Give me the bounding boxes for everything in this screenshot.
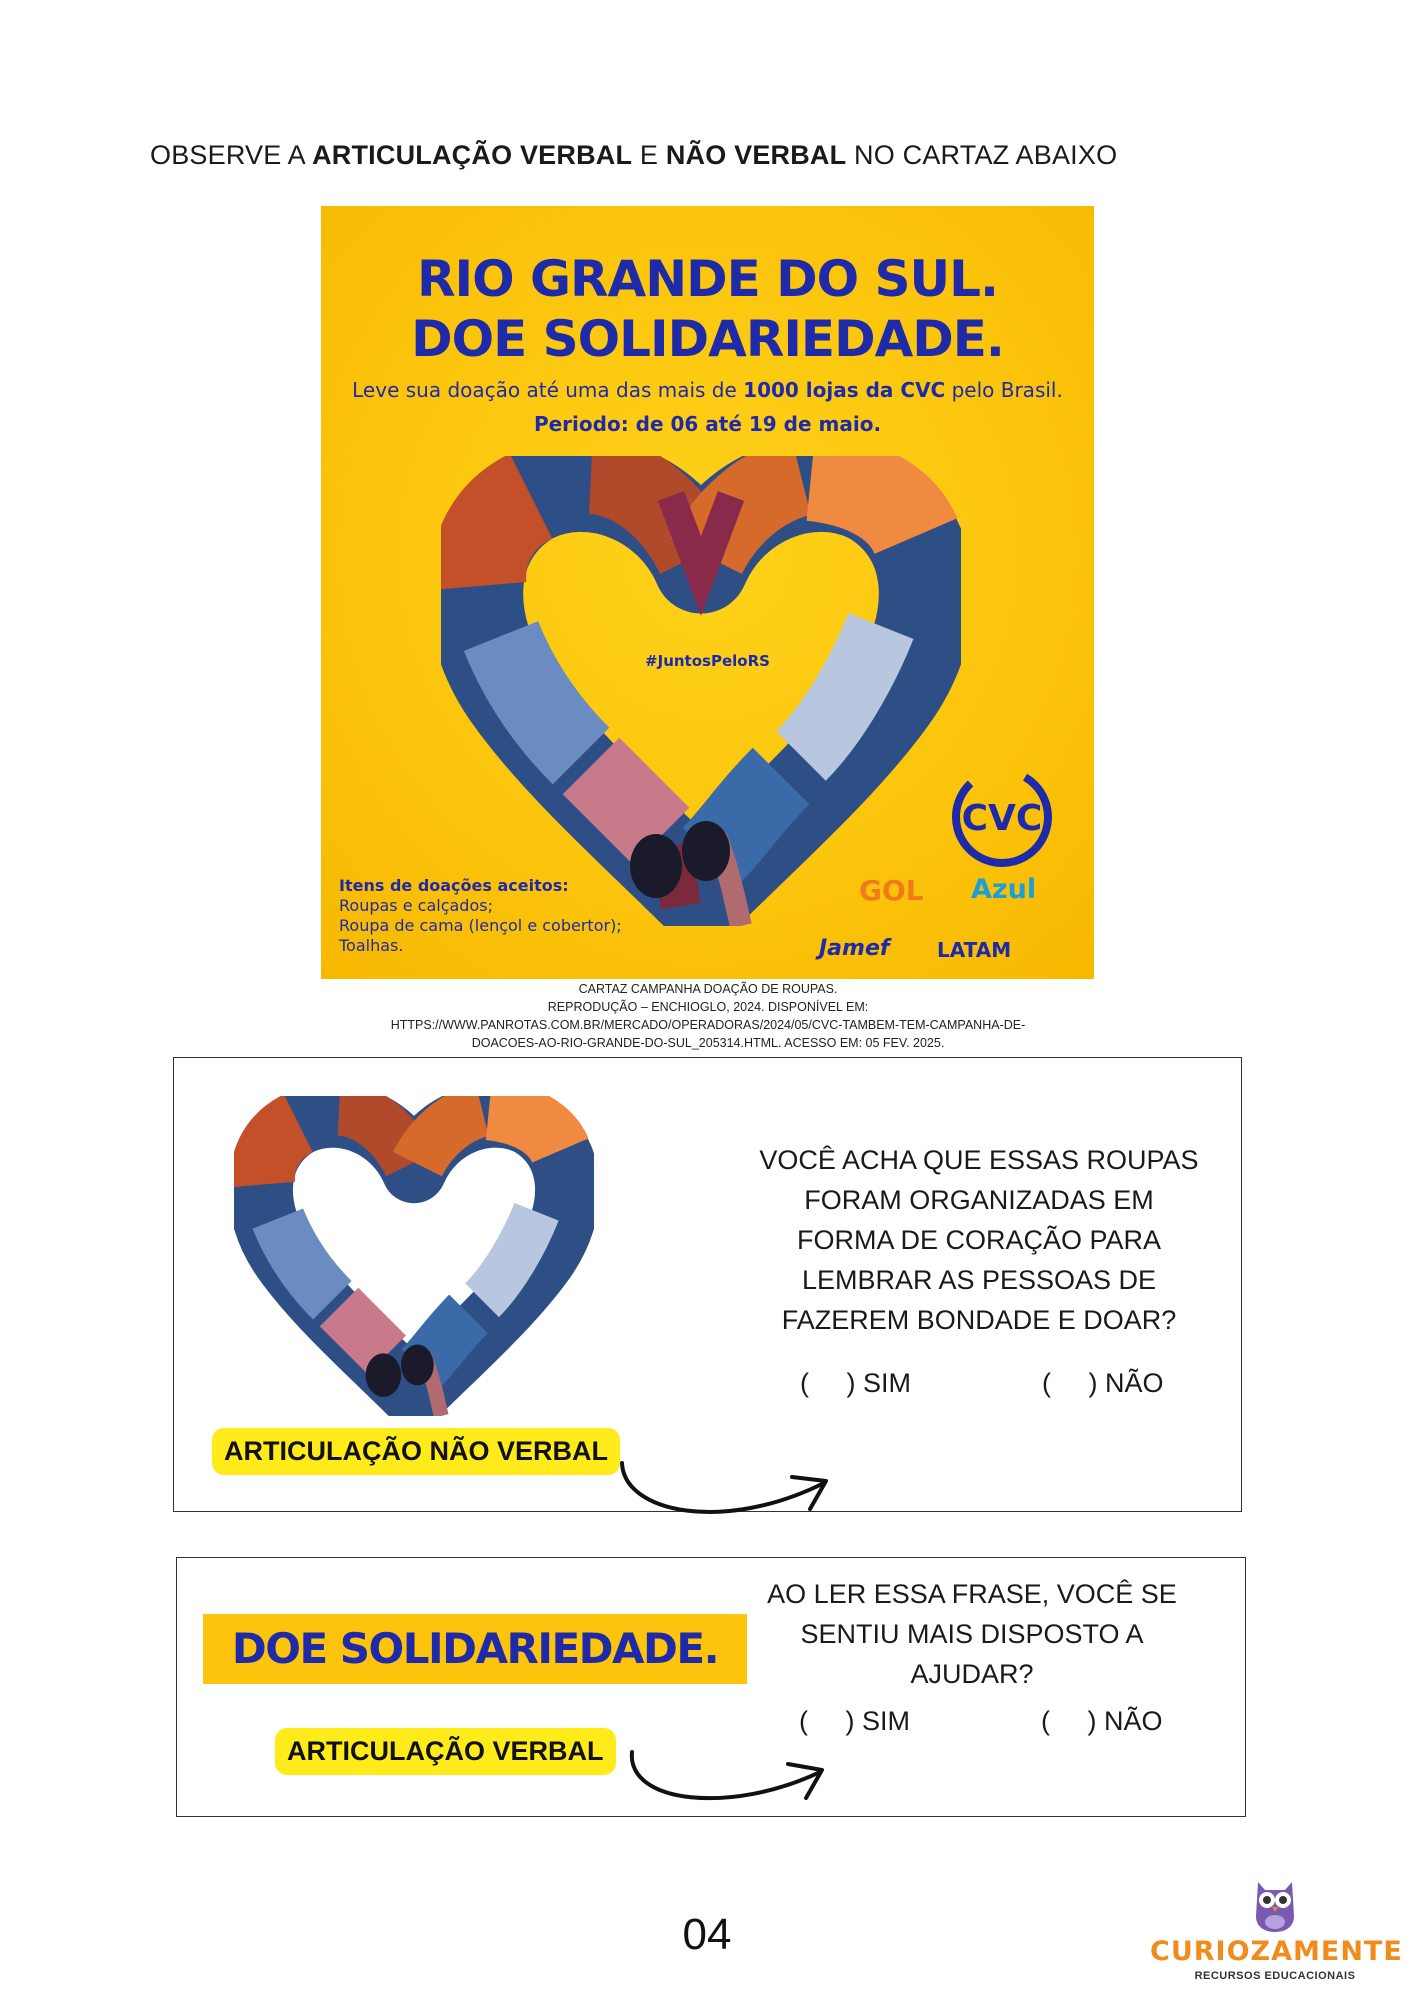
jamef-logo: Jamef — [819, 936, 890, 961]
gol-logo: GOL — [859, 874, 924, 907]
instruction-bold-nonverbal: NÃO VERBAL — [665, 140, 847, 170]
campaign-poster — [321, 206, 1094, 979]
instruction-part: NO CARTAZ ABAIXO — [846, 140, 1118, 170]
doe-solidariedade-strip: DOE SOLIDARIEDADE. — [203, 1614, 747, 1684]
arrow-icon — [614, 1453, 844, 1528]
cvc-logo-text: CVC — [961, 798, 1043, 839]
caption-line: REPRODUÇÃO – ENCHIOGLO, 2024. DISPONÍVEL EM: — [547, 1000, 869, 1014]
owl-icon — [1250, 1876, 1300, 1934]
verbal-tag: ARTICULAÇÃO VERBAL — [275, 1728, 616, 1775]
poster-caption — [320, 980, 1096, 1052]
poster-title-line1: RIO GRANDE DO SUL. — [416, 250, 999, 308]
question-line: LEMBRAR AS PESSOAS DE — [801, 1265, 1157, 1295]
nonverbal-question-box — [173, 1057, 1242, 1512]
poster-info-part: pelo Brasil. — [945, 378, 1063, 402]
logo-subtitle: RECURSOS EDUCACIONAIS — [1194, 1970, 1356, 1982]
caption-line: HTTPS://WWW.PANROTAS.COM.BR/MERCADO/OPERADORAS/2024/05/CVC-TAMBEM-TEM-CAMPANHA-DE- — [390, 1018, 1026, 1032]
option-no-checkbox[interactable]: ( ) NÃO — [1042, 1368, 1164, 1398]
clothes-heart-thumbnail — [234, 1096, 594, 1416]
latam-logo: LATAM — [937, 938, 1012, 962]
arrow-icon — [622, 1744, 837, 1812]
question-line: VOCÊ ACHA QUE ESSAS ROUPAS — [759, 1145, 1199, 1175]
poster-info — [321, 378, 1094, 402]
caption-line: CARTAZ CAMPANHA DOAÇÃO DE ROUPAS. — [578, 982, 838, 996]
question-line: AJUDAR? — [910, 1659, 1034, 1689]
question-line: AO LER ESSA FRASE, VOCÊ SE — [767, 1579, 1177, 1609]
question-line: FORMA DE CORAÇÃO PARA — [796, 1225, 1162, 1255]
verbal-question-box — [176, 1557, 1246, 1817]
caption-line: DOACOES-AO-RIO-GRANDE-DO-SUL_205314.HTML. ACESSO EM: 05 FEV. 2025. — [471, 1036, 945, 1050]
accepted-item: Roupas e calçados; — [339, 896, 493, 915]
verbal-question — [757, 1574, 1187, 1694]
poster-period: Periodo: de 06 até 19 de maio. — [533, 412, 882, 436]
instruction-part: E — [632, 140, 666, 170]
question-line: FORAM ORGANIZADAS EM — [804, 1185, 1154, 1215]
accepted-item: Roupa de cama (lençol e cobertor); — [339, 916, 622, 935]
poster-info-part: Leve sua doação até uma das mais de — [352, 378, 744, 402]
accepted-items — [339, 876, 622, 956]
instruction-bold-verbal: ARTICULAÇÃO VERBAL — [312, 140, 633, 170]
option-yes-checkbox[interactable]: ( ) SIM — [800, 1368, 911, 1398]
option-no-checkbox[interactable]: ( ) NÃO — [1041, 1706, 1163, 1736]
logo-name: CURIOZAMENTE — [1150, 1936, 1403, 1967]
azul-logo: Azul — [971, 874, 1037, 905]
accepted-item: Toalhas. — [339, 936, 404, 955]
poster-hashtag: #JuntosPeloRS — [645, 652, 770, 670]
nonverbal-tag: ARTICULAÇÃO NÃO VERBAL — [212, 1428, 620, 1475]
option-yes-checkbox[interactable]: ( ) SIM — [799, 1706, 910, 1736]
clothes-heart-image — [441, 456, 961, 926]
curiozamente-logo — [1150, 1876, 1403, 1986]
nonverbal-question — [744, 1140, 1214, 1340]
cvc-logo — [947, 762, 1057, 872]
question-line: FAZEREM BONDADE E DOAR? — [781, 1305, 1177, 1335]
instruction-text — [150, 140, 1117, 171]
accepted-items-title: Itens de doações aceitos: — [339, 876, 569, 895]
poster-info-bold: 1000 lojas da CVC — [743, 378, 946, 402]
poster-title-line2: DOE SOLIDARIEDADE. — [411, 310, 1004, 368]
question-line: SENTIU MAIS DISPOSTO A — [800, 1619, 1144, 1649]
page-number: 04 — [682, 1910, 732, 1959]
instruction-part: OBSERVE A — [150, 140, 313, 170]
